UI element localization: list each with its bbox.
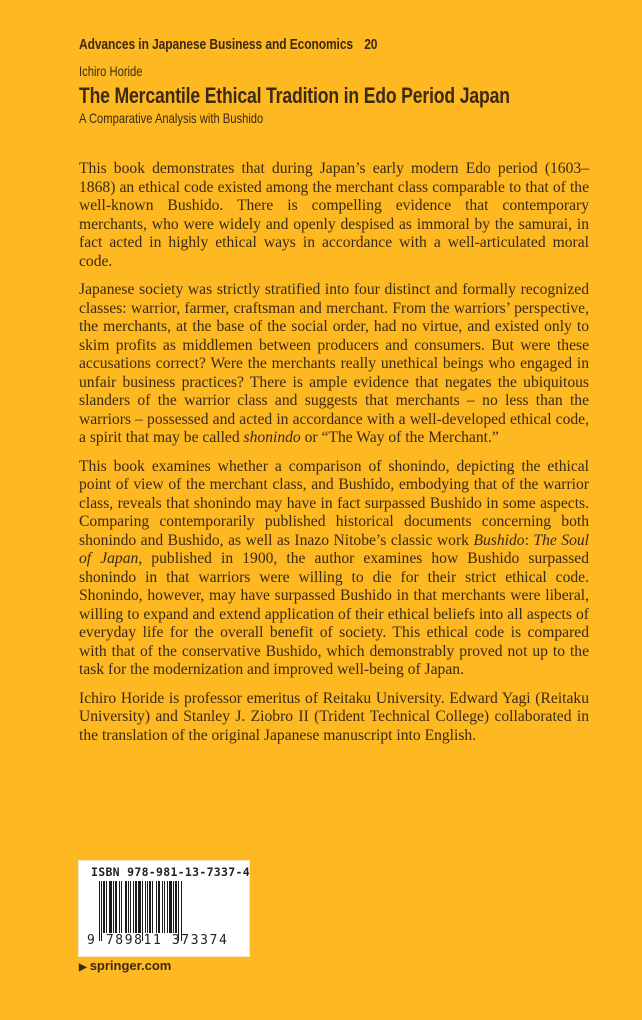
blurb-italic-term: shonindo [243, 429, 301, 446]
series-number: 20 [364, 36, 378, 53]
book-subtitle: A Comparative Analysis with Bushido [79, 110, 264, 126]
blurb-paragraph-2 [79, 281, 589, 448]
blurb-text: This book examines whether a comparison of shonindo, depicting the ethical point of view of the merchant class, and Bushido, embodying that of the warrior class, reveals that shonindo may have in fact surpassed Bushido in some aspects. Comparing contemporarily published historical documents concerning both shonindo and Bushido, as well as Inazo Nitobe’s classic work [79, 457, 589, 549]
series-name: Advances in Japanese Business and Economics [79, 36, 354, 53]
blurb [79, 160, 589, 755]
blurb-paragraph-4: Ichiro Horide is professor emeritus of Reitaku University. Edward Yagi (Reitaku University) and Stanley J. Ziobro II (Trident Technical College) collaborated in the translation of the original Japanese manuscript into English. [79, 689, 589, 744]
author-name: Ichiro Horide [79, 63, 143, 79]
play-arrow-icon: ▶ [79, 962, 87, 973]
book-title: The Mercantile Ethical Tradition in Edo Period Japan [79, 83, 510, 108]
barcode-digits: 9 789811 373374 [87, 933, 229, 948]
series-line [79, 36, 377, 53]
blurb-italic-title: Bushido [473, 531, 525, 549]
isbn-barcode [78, 860, 250, 957]
blurb-paragraph-1: This book demonstrates that during Japan’s early modern Edo period (1603–1868) an ethical code existed among the merchant class comparable to that of the well-known Bushido. There is compelling evidence that contemporary merchants, who were widely and openly despised as immoral by the samurai, in fact acted in highly ethical ways in accordance with a well-articulated moral code. [79, 160, 589, 270]
blurb-italic-title: The Soul of Japan [79, 531, 589, 567]
barcode-bars [99, 881, 239, 941]
blurb-text: , published in 1900, the author examines how Bushido surpassed shonindo in that warriors were willing to die for their strict ethical code. Shonindo, however, may have surpassed Bushido in that merchants were liberal, willing to expand and extend application of their ethical beliefs into all aspects of everyday life for the overall benefit of society. This ethical code is compared with that of the conservative Bushido, which demonstrably proved not up to the task for the modernization and improved well-being of Japan. [79, 550, 590, 678]
publisher-link[interactable] [79, 958, 171, 973]
blurb-text: Japanese society was strictly stratified into four distinct and formally recognized classes: warrior, farmer, craftsman and merchant. From the warriors’ perspective, the merchants, at the base of the social order, had no virtue, and existed only to skim profits as middlemen between producers and consumers. But were these accusations correct? Were the merchants really unethical beings who engaged in unfair business practices? There is ample evidence that negates the ubiquitous slanders of the warrior class and suggests that merchants – no less than the warriors – possessed and acted in accordance with a well-developed ethical code, a spirit that may be called [79, 281, 589, 446]
blurb-text: : [524, 531, 534, 549]
isbn-label: ISBN 978-981-13-7337-4 [91, 865, 250, 879]
blurb-text: or “The Way of the Merchant.” [300, 429, 499, 446]
publisher-url[interactable]: springer.com [89, 958, 172, 973]
blurb-paragraph-3 [79, 458, 589, 680]
